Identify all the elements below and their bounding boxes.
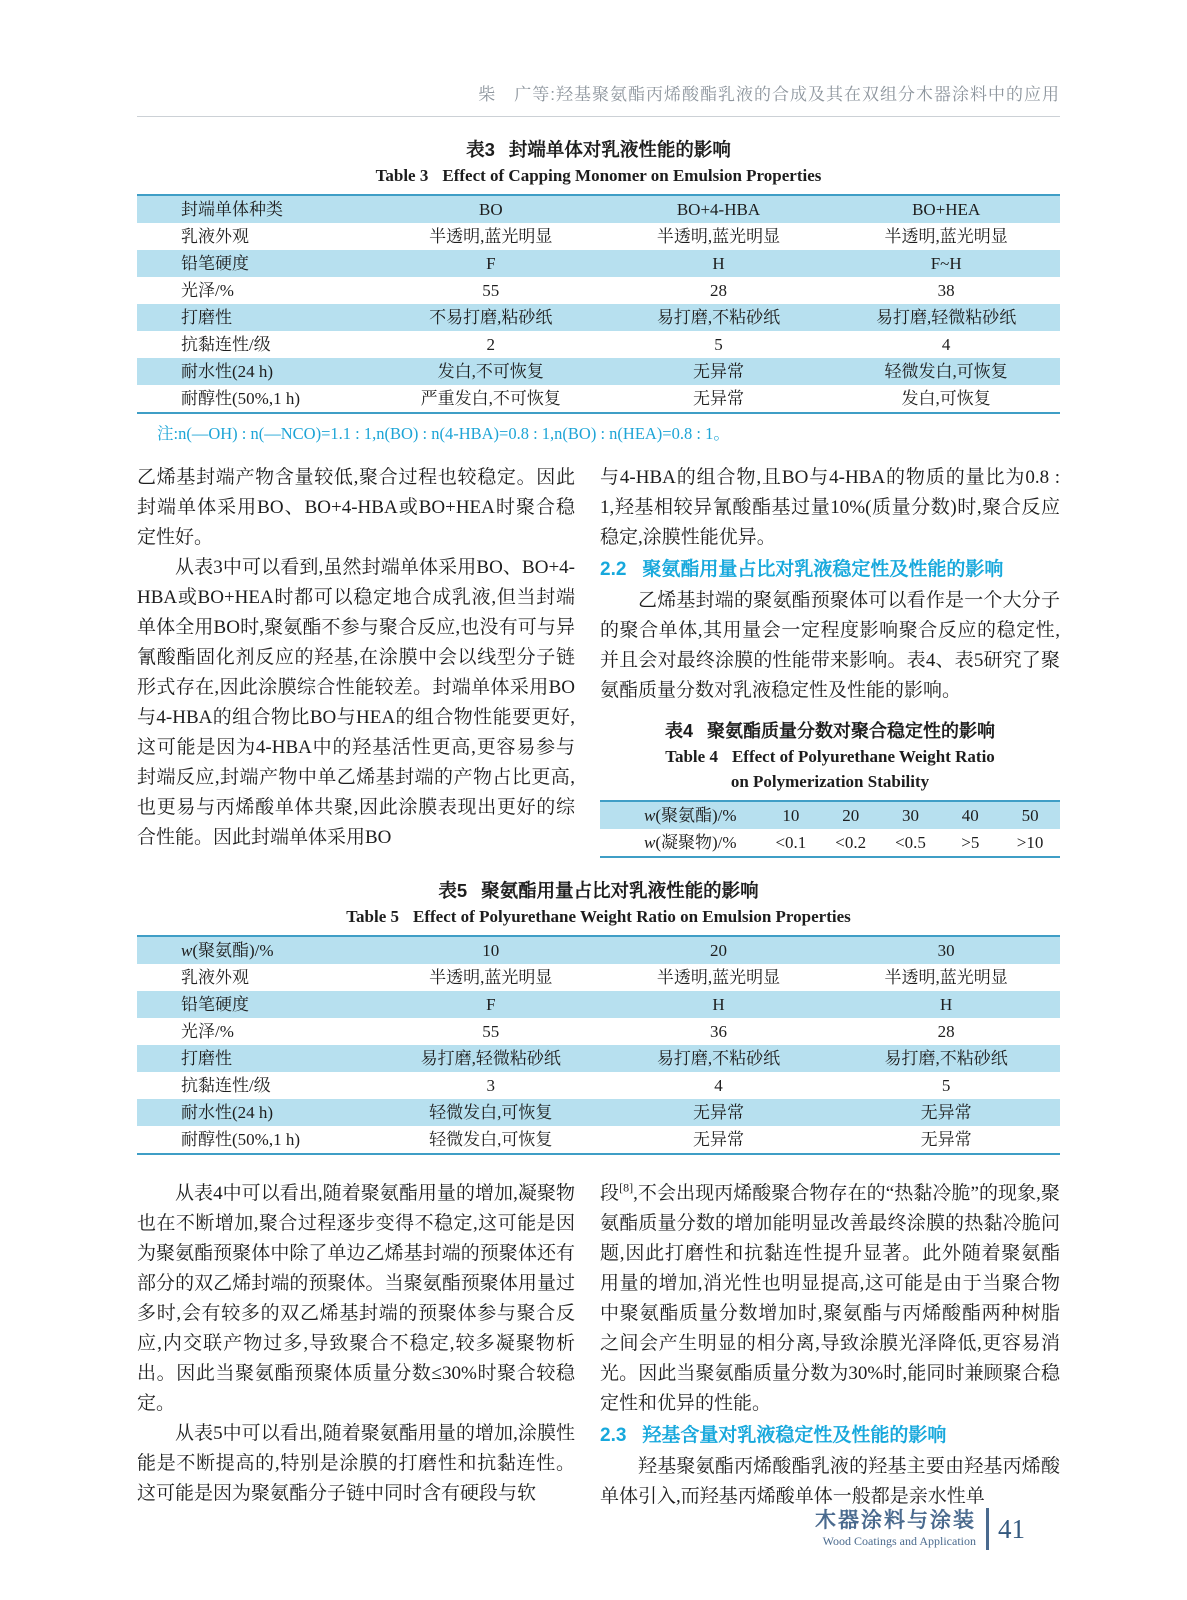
table3-title-en [137, 163, 1060, 188]
data-cell: 轻微发白,可恢复 [429, 1130, 553, 1149]
table5-label-en: Table 5 [346, 907, 400, 926]
table-row [137, 936, 1060, 964]
row-header-cell: 耐醇性(50%,1 h) [181, 389, 300, 408]
data-cell: 50 [1021, 806, 1039, 825]
data-cell: 36 [709, 1022, 727, 1041]
data-cell: 发白,不可恢复 [437, 362, 544, 381]
table4-title-en [660, 744, 1000, 794]
row-header-cell: 抗黏连性/级 [181, 1076, 271, 1095]
row-header-cell: w(聚氨酯)/% [644, 806, 737, 825]
table5-block [137, 878, 1060, 1155]
table4-caption-cn: 聚氨酯质量分数对聚合稳定性的影响 [707, 721, 995, 741]
row-header-cell: 耐醇性(50%,1 h) [181, 1130, 300, 1149]
table-row [137, 1072, 1060, 1099]
running-head-rule [137, 80, 1060, 117]
data-cell: 无异常 [920, 1103, 972, 1122]
row-header-cell: 抗黏连性/级 [181, 335, 271, 354]
data-cell: 半透明,蓝光明显 [429, 968, 553, 987]
data-cell: 5 [714, 335, 723, 354]
data-cell: 易打磨,不粘砂纸 [656, 308, 781, 327]
data-cell: 易打磨,不粘砂纸 [884, 1049, 1008, 1068]
section-number: 2.2 [600, 559, 627, 580]
table5-caption-en: Effect of Polyurethane Weight Ratio on Emulsion Properties [413, 907, 851, 926]
body-bottom-left-column [137, 1179, 575, 1512]
table5-caption-cn: 聚氨酯用量占比对乳液性能的影响 [481, 880, 759, 901]
table-row [137, 1126, 1060, 1154]
row-header-cell: 封端单体种类 [181, 200, 283, 219]
body-top-right-column [600, 463, 1060, 858]
data-cell: BO+4-HBA [676, 200, 761, 219]
data-cell: BO [478, 200, 503, 219]
paragraph: 与4-HBA的组合物,且BO与4-HBA的物质的量比为0.8 : 1,羟基相较异氰酸酯基过量10%(质量分数)时,聚合反应稳定,涂膜性能优异。 [600, 467, 1060, 548]
data-cell: 28 [937, 1022, 955, 1041]
table-row [137, 277, 1060, 304]
data-cell: 易打磨,不粘砂纸 [656, 1049, 781, 1068]
table-row [137, 964, 1060, 991]
paragraph [600, 1179, 1060, 1419]
data-cell: 3 [486, 1076, 496, 1095]
data-cell: 4 [941, 335, 951, 354]
data-cell: 40 [961, 806, 979, 825]
data-cell: 28 [709, 281, 727, 300]
row-header-cell: 耐水性(24 h) [181, 362, 274, 381]
table-row [600, 829, 1060, 857]
table3-caption-cn: 封端单体对乳液性能的影响 [508, 139, 731, 160]
table-row [137, 223, 1060, 250]
row-header-cell: 铅笔硬度 [181, 254, 249, 273]
data-cell: 55 [482, 1022, 500, 1041]
table3-label-cn: 表3 [466, 139, 495, 160]
section-title: 聚氨酯用量占比对乳液稳定性及性能的影响 [642, 559, 1004, 580]
paragraph: 从表4中可以看出,随着聚氨酯用量的增加,凝聚物也在不断增加,聚合过程逐步变得不稳定,这可能是因为聚氨酯预聚体中除了单边乙烯基封端的预聚体还有部分的双乙烯封端的预聚体。当聚氨酯预聚体用量过多时,会有较多的双乙烯基封端的预聚体参与聚合反应,内交联产物过多,导致聚合不稳定,较多凝聚物析出。因此当聚氨酯预聚体质量分数≤30%时聚合较稳定。 [137, 1183, 575, 1414]
row-header-cell: w(聚氨酯)/% [181, 941, 274, 960]
data-cell: 4 [714, 1076, 723, 1095]
row-header-cell: 打磨性 [181, 308, 232, 327]
table3 [137, 194, 1060, 414]
table-row [137, 250, 1060, 277]
data-cell: 20 [842, 806, 860, 825]
data-cell: 半透明,蓝光明显 [429, 227, 553, 246]
data-cell: F [486, 995, 496, 1014]
data-cell: 无异常 [692, 389, 744, 408]
table5-title-cn [137, 878, 1060, 904]
page-footer [815, 1508, 1025, 1550]
table-row [600, 801, 1060, 829]
row-header-cell: 乳液外观 [181, 968, 249, 987]
paragraph: 乙烯基封端的聚氨酯预聚体可以看作是一个大分子的聚合单体,其用量会一定程度影响聚合反应的稳定性,并且会对最终涂膜的性能带来影响。表4、表5研究了聚氨酯质量分数对乳液稳定性及性能的影响。 [600, 590, 1060, 701]
data-cell: 易打磨,轻微粘砂纸 [420, 1049, 561, 1068]
data-cell: F [486, 254, 496, 273]
data-cell: <0.1 [775, 833, 807, 852]
data-cell: 55 [482, 281, 500, 300]
table4 [600, 800, 1060, 858]
table4-label-en: Table 4 [665, 747, 718, 766]
data-cell: 发白,可恢复 [901, 389, 991, 408]
row-header-cell: 铅笔硬度 [181, 995, 249, 1014]
data-cell: >10 [1016, 833, 1044, 852]
table-row [137, 1099, 1060, 1126]
journal-name-cn: 木器涂料与涂装 [815, 1509, 976, 1532]
body-bottom [137, 1179, 1060, 1512]
body-bottom-right-column [600, 1179, 1060, 1512]
data-cell: H [940, 995, 953, 1014]
table-row [137, 331, 1060, 358]
footer-divider [986, 1508, 989, 1550]
table4-caption-en: Effect of Polyurethane Weight Ratio on Polymerization Stability [730, 747, 995, 791]
page-number: 41 [998, 1513, 1025, 1544]
section-number: 2.3 [600, 1425, 627, 1446]
data-cell: F~H [930, 254, 962, 273]
paragraph: 从表5中可以看出,随着聚氨酯用量的增加,涂膜性能是不断提高的,特别是涂膜的打磨性和抗黏连性。这可能是因为聚氨酯分子链中同时含有硬段与软 [137, 1423, 575, 1504]
paragraph: 羟基聚氨酯丙烯酸酯乳液的羟基主要由羟基丙烯酸单体引入,而羟基丙烯酸单体一般都是亲水性单 [600, 1456, 1060, 1507]
data-cell: 5 [941, 1076, 951, 1095]
body-top-left-column [137, 463, 575, 858]
data-cell: 无异常 [920, 1130, 972, 1149]
data-cell: <0.2 [835, 833, 867, 852]
data-cell: 轻微发白,可恢复 [429, 1103, 553, 1122]
paragraph: 乙烯基封端产物含量较低,聚合过程也较稳定。因此封端单体采用BO、BO+4-HBA或BO+HEA时聚合稳定性好。 [137, 467, 575, 548]
table-row [137, 358, 1060, 385]
table-row [137, 195, 1060, 223]
data-cell: H [712, 995, 725, 1014]
data-cell: 半透明,蓝光明显 [884, 968, 1008, 987]
data-cell: 严重发白,不可恢复 [420, 389, 561, 408]
row-header-cell: 光泽/% [181, 1022, 234, 1041]
data-cell: 不易打磨,粘砂纸 [429, 308, 553, 327]
table5-title-en [137, 904, 1060, 929]
citation-ref: [8] [619, 1180, 634, 1195]
table-row [137, 304, 1060, 331]
data-cell: 无异常 [692, 1103, 744, 1122]
data-cell: 10 [482, 941, 500, 960]
body-top [137, 463, 1060, 858]
row-header-cell: 打磨性 [181, 1049, 232, 1068]
running-head: 柴 广等:羟基聚氨酯丙烯酸酯乳液的合成及其在双组分木器涂料中的应用 [478, 85, 1060, 104]
row-header-cell: 光泽/% [181, 281, 234, 300]
data-cell: BO+HEA [912, 200, 981, 219]
table4-block [600, 718, 1060, 858]
data-cell: >5 [961, 833, 980, 852]
data-cell: 无异常 [692, 1130, 744, 1149]
table3-label-en: Table 3 [375, 166, 429, 185]
row-header-cell: w(凝聚物)/% [644, 833, 737, 852]
table-row [137, 1018, 1060, 1045]
data-cell: 30 [937, 941, 955, 960]
row-header-cell: 乳液外观 [181, 227, 249, 246]
paragraph-text: ,不会出现丙烯酸聚合物存在的“热黏冷脆”的现象,聚氨酯质量分数的增加能明显改善最终涂膜的热黏冷脆问题,因此打磨性和抗黏连性提升显著。此外随着聚氨酯用量的增加,消光性也明显提高,这可能是由于当聚合物中聚氨酯质量分数增加时,聚氨酯与丙烯酸酯两种树脂之间会产生明显的相分离,导致涂膜光泽降低,更容易消光。因此当聚氨酯质量分数为30%时,能同时兼顾聚合稳定性和优异的性能。 [600, 1183, 1060, 1414]
table4-label-cn: 表4 [664, 721, 693, 741]
section-heading-2-3 [600, 1420, 1060, 1451]
paragraph: 从表3中可以看到,虽然封端单体采用BO、BO+4-HBA或BO+HEA时都可以稳定地合成乳液,但当封端单体全用BO时,聚氨酯不参与聚合反应,也没有可与异氰酸酯固化剂反应的羟基,在涂膜中会以线型分子链形式存在,因此涂膜综合性能较差。封端单体采用BO与4-HBA的组合物比BO与HEA的组合物性能要更好,这可能是因为4-HBA中的羟基活性更高,更容易参与封端反应,封端产物中单乙烯基封端的产物占比更高,也更易与丙烯酸单体共聚,因此涂膜表现出更好的综合性能。因此封端单体采用BO [137, 557, 575, 848]
data-cell: 2 [486, 335, 496, 354]
data-cell: 半透明,蓝光明显 [656, 968, 781, 987]
data-cell: 无异常 [692, 362, 744, 381]
data-cell: <0.5 [895, 833, 926, 852]
data-cell: 易打磨,轻微粘砂纸 [876, 308, 1017, 327]
table3-note: 注:n(—OH) : n(—NCO)=1.1 : 1,n(BO) : n(4-HBA)=0.8 : 1,n(BO) : n(HEA)=0.8 : 1。 [157, 424, 730, 443]
row-header-cell: 耐水性(24 h) [181, 1103, 274, 1122]
table3-block [137, 137, 1060, 445]
section-heading-2-2 [600, 554, 1060, 585]
data-cell: H [712, 254, 725, 273]
data-cell: 30 [901, 806, 919, 825]
table5-label-cn: 表5 [438, 880, 468, 901]
table-row [137, 385, 1060, 413]
journal-name-en: Wood Coatings and Application [822, 1534, 976, 1548]
table5 [137, 935, 1060, 1155]
data-cell: 轻微发白,可恢复 [884, 362, 1008, 381]
data-cell: 半透明,蓝光明显 [884, 227, 1008, 246]
table-row [137, 1045, 1060, 1072]
journal-name [815, 1509, 976, 1549]
table4-title-cn [600, 718, 1060, 744]
data-cell: 半透明,蓝光明显 [656, 227, 781, 246]
table-row [137, 991, 1060, 1018]
section-title: 羟基含量对乳液稳定性及性能的影响 [642, 1425, 947, 1446]
paragraph-text: 段 [600, 1183, 620, 1204]
data-cell: 20 [709, 941, 727, 960]
data-cell: 10 [782, 806, 800, 825]
data-cell: 38 [937, 281, 955, 300]
table3-caption-en: Effect of Capping Monomer on Emulsion Properties [442, 166, 822, 185]
table3-title-cn [137, 137, 1060, 163]
